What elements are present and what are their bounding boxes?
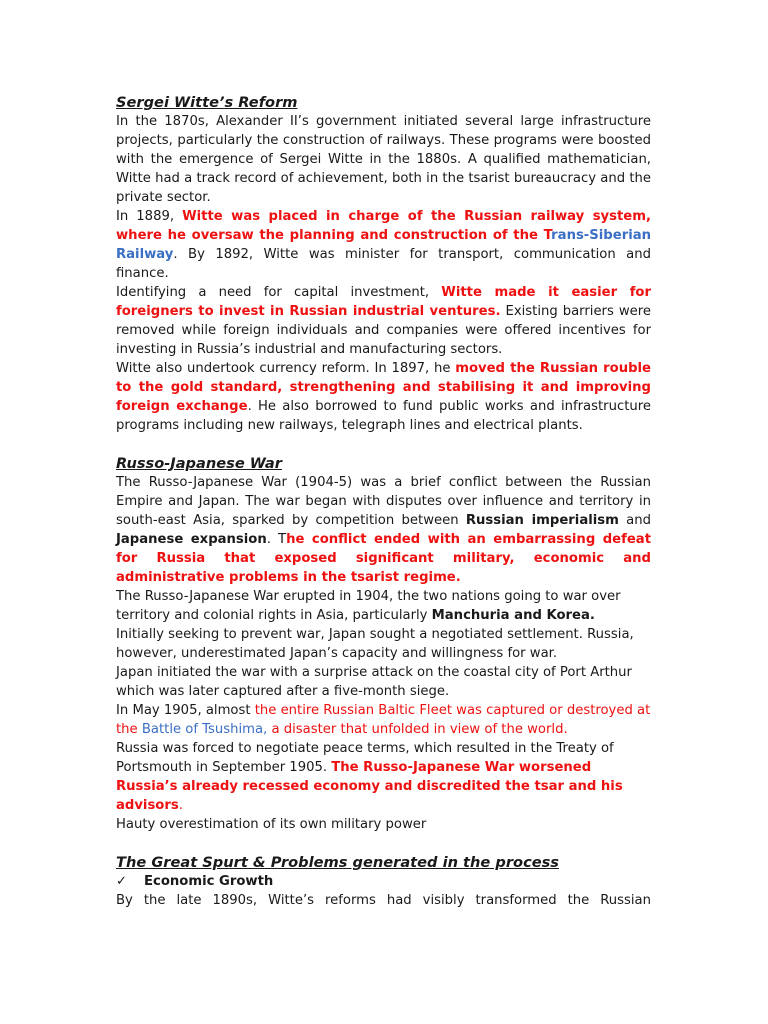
text-run: Witte also undertook currency reform. In 1897, he <box>116 361 456 376</box>
checklist-label: Economic Growth <box>144 874 274 889</box>
text-run: The Russo-Japanese War (1904-5) was a brief conflict between the Russian Empire and Japan. The war began with disputes over influence and territory in south-east Asia, sparked by competition between <box>116 475 651 528</box>
paragraph: Initially seeking to prevent war, Japan sought a negotiated settlement. Russia, however, underestimated Japan’s capacity and willingness for war. <box>116 627 634 661</box>
paragraph: Hauty overestimation of its own military power <box>116 817 427 832</box>
paragraph <box>116 207 651 283</box>
paragraph: In the 1870s, Alexander II’s government initiated several large infrastructure projects, particularly the construction of railways. These programs were boosted with the emergence of Sergei Witte in the 1880s. A qualified mathematician, Witte had a track record of achievement, both in the tsarist bureaucracy and the private sector. <box>116 114 651 205</box>
highlighted-text: Witte was placed in charge of the Russian railway system, where he oversaw the planning and construction of the T <box>116 209 651 243</box>
highlighted-text: the entire Russian Baltic Fleet was captured or destroyed at the <box>116 703 651 737</box>
paragraph: By the late 1890s, Witte’s reforms had visibly transformed the Russian <box>116 893 651 908</box>
blank-line <box>116 834 651 853</box>
text-run: . By 1892, Witte was minister for transport, communication and finance. <box>116 247 651 281</box>
highlighted-text: The Russo-Japanese War worsened Russia’s already recessed economy and discredited the tsar and his advisors <box>116 760 623 813</box>
bold-term: Russian imperialism <box>465 513 619 528</box>
paragraph <box>116 701 651 739</box>
text-run: The Russo-Japanese War erupted in 1904, the two nations going to war over territory and colonial rights in Asia, particularly <box>116 589 621 623</box>
text-run: In 1889, <box>116 209 183 224</box>
text-run: Russia was forced to negotiate peace terms, which resulted in the Treaty of Portsmouth in September 1905. <box>116 741 614 775</box>
text-run: In May 1905, almost <box>116 703 255 718</box>
document-body <box>116 93 651 910</box>
bold-term: Manchuria and Korea. <box>431 608 595 623</box>
text-run: and <box>618 513 651 528</box>
railway-link-text: rans-Siberian Railway <box>116 228 651 262</box>
section-heading-witte-reform: Sergei Witte’s Reform <box>116 94 298 111</box>
battle-link-text: Battle of Tsushima, <box>141 722 268 737</box>
highlighted-text: he conflict ended with an embarrassing defeat for Russia that exposed significant military, economic and administrative problems in the tsarist regime. <box>116 532 651 585</box>
text-run: Identifying a need for capital investment, <box>116 285 442 300</box>
paragraph <box>116 283 651 359</box>
paragraph: Japan initiated the war with a surprise attack on the coastal city of Port Arthur which was later captured after a five-month siege. <box>116 665 632 699</box>
section-heading-russo-japanese-war: Russo-Japanese War <box>116 455 282 472</box>
bold-term: Japanese expansion <box>116 532 267 547</box>
paragraph <box>116 587 651 625</box>
text-run: . He also borrowed to fund public works and infrastructure programs including new railways, telegraph lines and electrical plants. <box>116 399 651 433</box>
checkmark-icon: ✓ <box>116 874 128 889</box>
paragraph <box>116 473 651 587</box>
highlighted-text: moved the Russian rouble to the gold standard, strengthening and stabilising it and improving foreign exchange <box>116 361 651 414</box>
checklist-item <box>116 872 651 891</box>
text-run: Existing barriers were removed while foreign individuals and companies were offered incentives for investing in Russia’s industrial and manufacturing sectors. <box>116 304 651 357</box>
highlighted-text: Witte made it easier for foreigners to invest in Russian industrial ventures. <box>116 285 651 319</box>
highlighted-text: a disaster that unfolded in view of the world. <box>267 722 568 737</box>
text-run: . <box>178 798 183 813</box>
paragraph <box>116 359 651 435</box>
text-run: . T <box>266 532 287 547</box>
blank-line <box>116 435 651 454</box>
section-heading-great-spurt: The Great Spurt & Problems generated in the process <box>116 854 559 871</box>
paragraph <box>116 739 651 815</box>
